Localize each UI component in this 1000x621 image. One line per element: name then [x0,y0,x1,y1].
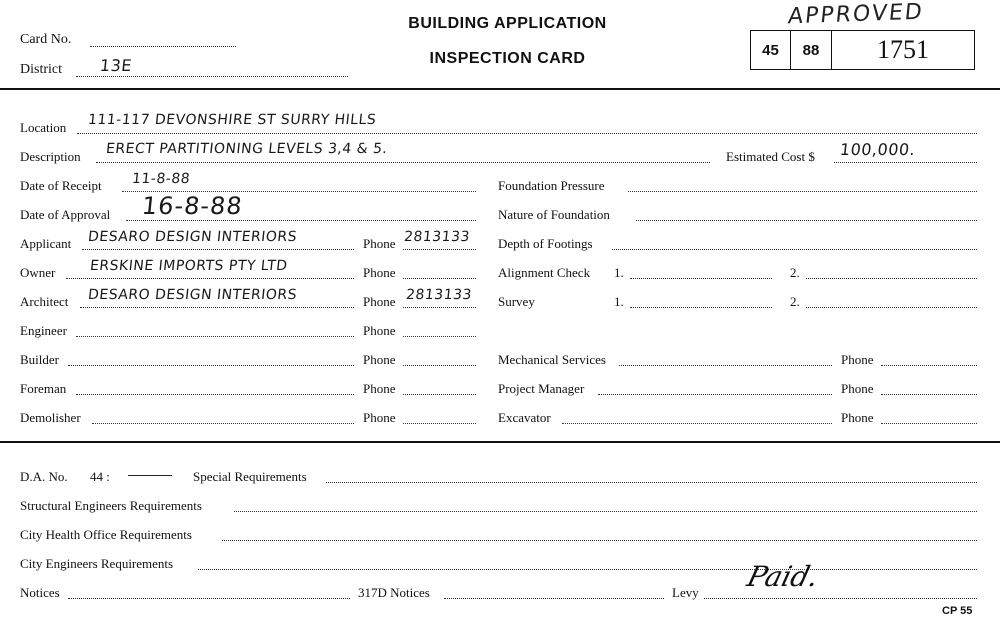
description-value: ERECT PARTITIONING LEVELS 3,4 & 5. [105,141,389,157]
notices-label: Notices [20,585,60,600]
applicant-value: DESARO DESIGN INTERIORS [87,229,298,245]
notices-317d-field[interactable] [444,598,664,599]
foundation-pressure-field[interactable] [628,191,977,192]
mechanical-services-phone-field[interactable] [881,365,977,366]
engineer-field[interactable] [76,336,354,337]
city-engineers-label: City Engineers Requirements [20,556,174,571]
special-requirements-field[interactable] [326,482,977,483]
da-no-label: D.A. No. [20,469,68,484]
foreman-field[interactable] [76,394,354,395]
survey-1-label: 1. [614,294,624,309]
depth-of-footings-label: Depth of Footings [498,236,593,251]
special-requirements-label: Special Requirements [193,469,307,484]
project-manager-phone-label: Phone [841,381,874,396]
owner-value: ERSKINE IMPORTS PTY LTD [89,258,289,274]
levy-field[interactable] [704,598,977,599]
survey-2-field[interactable] [806,307,977,308]
applicant-label: Applicant [20,236,72,251]
architect-label: Architect [20,294,69,309]
nature-of-foundation-label: Nature of Foundation [498,207,610,222]
card-box-1: 45 [750,30,791,70]
location-value: 111-117 DEVONSHIRE ST SURRY HILLS [87,112,378,128]
district-label: District [20,62,62,77]
demolisher-field[interactable] [92,423,354,424]
alignment-check-1-label: 1. [614,265,624,280]
location-label: Location [20,120,67,135]
card-no-field[interactable] [90,46,236,47]
mechanical-services-field[interactable] [619,365,832,366]
estimated-cost-value: 100,000. [839,140,917,159]
mechanical-services-phone-label: Phone [841,352,874,367]
excavator-phone-label: Phone [841,410,874,425]
card-box-2: 88 [790,30,832,70]
builder-label: Builder [20,352,59,367]
description-label: Description [20,149,81,164]
applicant-phone-value: 2813133 [403,229,471,245]
city-engineers-field[interactable] [198,569,977,570]
card-no-label: Card No. [20,32,72,47]
excavator-field[interactable] [562,423,832,424]
estimated-cost-field[interactable] [834,162,977,163]
district-field[interactable] [76,76,348,77]
approved-stamp: APPROVED [786,0,925,30]
engineer-phone-label: Phone [363,323,396,338]
alignment-check-label: Alignment Check [498,265,591,280]
owner-phone-label: Phone [363,265,396,280]
demolisher-phone-field[interactable] [403,423,476,424]
applicant-phone-label: Phone [363,236,396,251]
demolisher-phone-label: Phone [363,410,396,425]
date-of-receipt-label: Date of Receipt [20,178,102,193]
engineer-label: Engineer [20,323,67,338]
foundation-pressure-label: Foundation Pressure [498,178,605,193]
levy-paid-signature: Paid. [743,560,823,593]
survey-2-label: 2. [790,294,800,309]
owner-field[interactable] [66,278,354,279]
form-code: CP 55 [942,605,973,617]
date-of-approval-field[interactable] [126,220,476,221]
card-number: 1751 [831,30,975,70]
header-divider [0,88,1000,90]
architect-phone-field[interactable] [403,307,476,308]
alignment-check-2-label: 2. [790,265,800,280]
structural-engineers-field[interactable] [234,511,977,512]
builder-field[interactable] [68,365,354,366]
architect-phone-label: Phone [363,294,396,309]
builder-phone-label: Phone [363,352,396,367]
description-field[interactable] [96,162,710,163]
builder-phone-field[interactable] [403,365,476,366]
project-manager-phone-field[interactable] [881,394,977,395]
city-health-label: City Health Office Requirements [20,527,192,542]
city-health-field[interactable] [222,540,977,541]
district-value: 13E [99,56,133,75]
form-title-line1: BUILDING APPLICATION [408,15,607,32]
alignment-check-2-field[interactable] [806,278,977,279]
date-of-receipt-value: 11-8-88 [131,171,191,187]
levy-label: Levy [672,585,699,600]
date-of-approval-label: Date of Approval [20,207,111,222]
notices-field[interactable] [68,598,350,599]
project-manager-field[interactable] [598,394,832,395]
mechanical-services-label: Mechanical Services [498,352,606,367]
da-no-value: 44 : [90,469,110,484]
owner-label: Owner [20,265,56,280]
estimated-cost-label: Estimated Cost $ [726,149,815,164]
details-divider [0,441,1000,443]
form-title-line2: INSPECTION CARD [429,50,586,67]
alignment-check-1-field[interactable] [630,278,772,279]
depth-of-footings-field[interactable] [612,249,977,250]
foreman-phone-label: Phone [363,381,396,396]
engineer-phone-field[interactable] [403,336,476,337]
architect-field[interactable] [80,307,354,308]
architect-value: DESARO DESIGN INTERIORS [87,287,298,303]
project-manager-label: Project Manager [498,381,585,396]
foreman-label: Foreman [20,381,67,396]
excavator-label: Excavator [498,410,551,425]
owner-phone-field[interactable] [403,278,476,279]
nature-of-foundation-field[interactable] [636,220,977,221]
demolisher-label: Demolisher [20,410,81,425]
architect-phone-value: 2813133 [405,287,473,303]
applicant-field[interactable] [82,249,354,250]
da-no-dash [128,475,172,476]
notices-317d-label: 317D Notices [358,585,430,600]
survey-1-field[interactable] [630,307,772,308]
date-of-approval-value: 16-8-88 [140,192,245,220]
location-field[interactable] [77,133,977,134]
applicant-phone-field[interactable] [403,249,476,250]
survey-label: Survey [498,294,535,309]
foreman-phone-field[interactable] [403,394,476,395]
excavator-phone-field[interactable] [881,423,977,424]
structural-engineers-label: Structural Engineers Requirements [20,498,202,513]
